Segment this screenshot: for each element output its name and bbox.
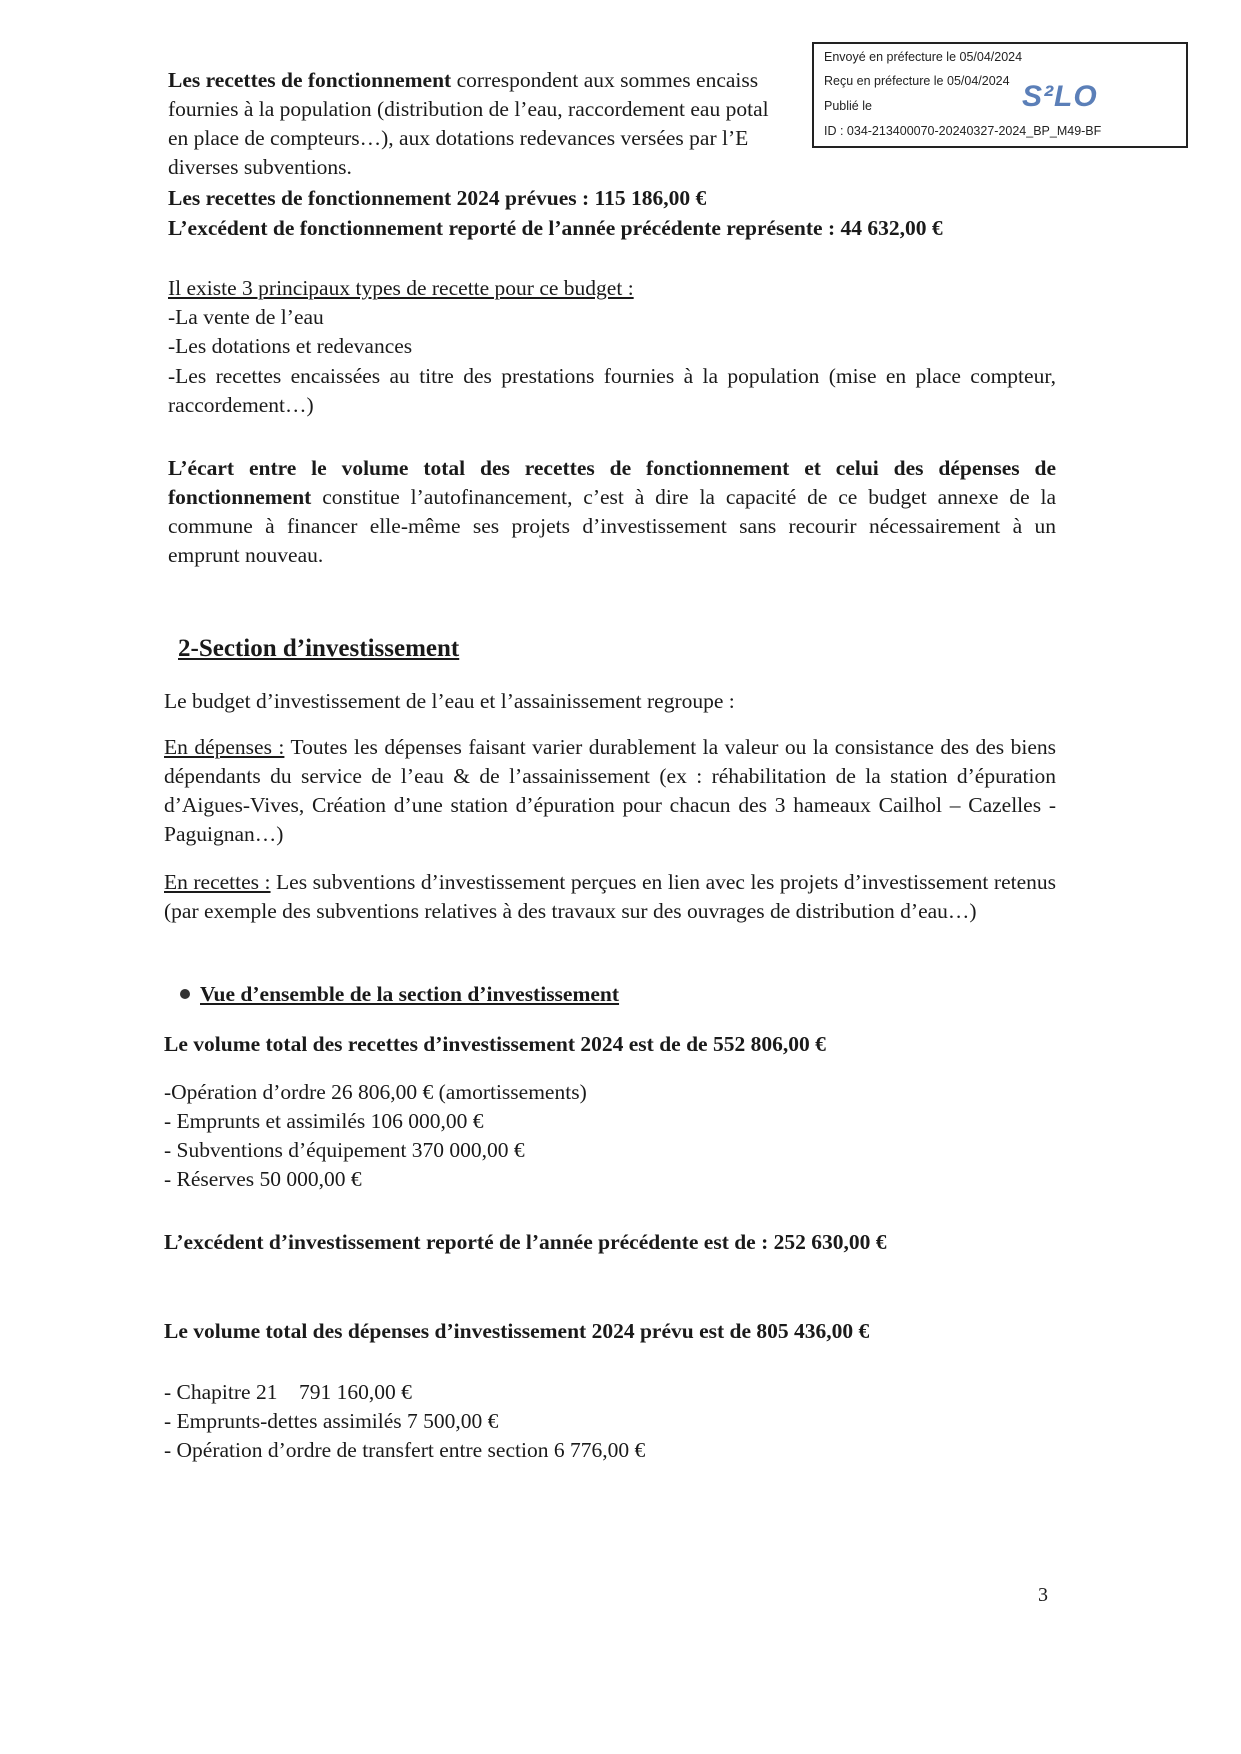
recettes-label: En recettes : [164, 870, 271, 894]
section-intro: Le budget d’investissement de l’eau et l’assainissement regroupe : [164, 689, 735, 713]
recettes-paragraph [164, 868, 1056, 926]
depenses-list-item: - Opération d’ordre de transfert entre section 6 776,00 € [164, 1438, 646, 1462]
bold-term: L’écart entre le volume total des recettes de fonctionnement et celui des dépenses de fonctionnement [168, 456, 1056, 509]
vue-ensemble-title: Vue d’ensemble de la section d’investissement [200, 982, 620, 1006]
depenses-paragraph [164, 733, 1056, 849]
types-item: -Les dotations et redevances [168, 334, 413, 358]
recettes-list-item: - Réserves 50 000,00 € [164, 1167, 362, 1191]
section-heading: 2-Section d’investissement [178, 635, 460, 662]
paragraph-line: fournies à la population (distribution de l’eau, raccordement eau potal [168, 97, 769, 121]
excedent-investissement: L’excédent d’investissement reporté de l’année précédente est de : 252 630,00 € [164, 1230, 887, 1254]
ecart-paragraph [168, 454, 1056, 570]
vue-ensemble-item [180, 980, 619, 1009]
stamp-id: ID : 034-213400070-20240327-2024_BP_M49-BF [824, 124, 1102, 138]
recettes-list-item: - Subventions d’équipement 370 000,00 € [164, 1138, 525, 1162]
text-run: Toutes les dépenses faisant varier durablement la valeur ou la consistance des des biens dépendants du service de l’eau & de l’assainissement (ex : réhabilitation de la station d’épuration d’Aigues-Vives, Création d’une station d’épuration pour chacun des 3 hameaux Cailhol – Cazelles - Paguignan…) [164, 735, 1056, 846]
bold-term: Les recettes de fonctionnement [168, 68, 452, 92]
text-run: constitue l’autofinancement, c’est à dire la capacité de ce budget annexe de la commune à financer elle-même ses projets d’investissement sans recourir nécessairement à un emprunt nouveau. [168, 485, 1056, 567]
recettes-prevues: Les recettes de fonctionnement 2024 prévues : 115 186,00 € [168, 186, 707, 210]
depenses-total: Le volume total des dépenses d’investissement 2024 prévu est de 805 436,00 € [164, 1319, 870, 1343]
page-number: 3 [1038, 1584, 1048, 1606]
recettes-list-item: - Emprunts et assimilés 106 000,00 € [164, 1109, 484, 1133]
text-run: Les subventions d’investissement perçues en lien avec les projets d’investissement retenus (par exemple des subventions relatives à des travaux sur des ouvrages de distribution d’eau…) [164, 870, 1056, 923]
types-title: Il existe 3 principaux types de recette pour ce budget : [168, 276, 634, 300]
paragraph-line [168, 66, 758, 95]
stamp-sent: Envoyé en préfecture le 05/04/2024 [824, 50, 1023, 64]
recettes-total: Le volume total des recettes d’investissement 2024 est de de 552 806,00 € [164, 1032, 826, 1056]
depenses-list-item: - Emprunts-dettes assimilés 7 500,00 € [164, 1409, 499, 1433]
bullet-icon [180, 989, 190, 999]
paragraph-line: diverses subventions. [168, 155, 352, 179]
depenses-list-item: - Chapitre 21 791 160,00 € [164, 1380, 412, 1404]
types-item: -La vente de l’eau [168, 305, 324, 329]
stamp-received: Reçu en préfecture le 05/04/2024 [824, 74, 1010, 88]
recettes-list-item: -Opération d’ordre 26 806,00 € (amortissements) [164, 1080, 587, 1104]
excedent-fonctionnement: L’excédent de fonctionnement reporté de l’année précédente représente : 44 632,00 € [168, 216, 943, 240]
paragraph-line: en place de compteurs…), aux dotations redevances versées par l’E [168, 126, 749, 150]
prefecture-stamp [812, 42, 1188, 148]
depenses-label: En dépenses : [164, 735, 285, 759]
types-item: -Les recettes encaissées au titre des prestations fournies à la population (mise en place compteur, raccordement…) [168, 364, 1056, 417]
slo-logo: S²LO [1022, 80, 1098, 113]
stamp-published: Publié le [824, 99, 872, 113]
text-run: correspondent aux sommes encaiss [451, 68, 759, 92]
